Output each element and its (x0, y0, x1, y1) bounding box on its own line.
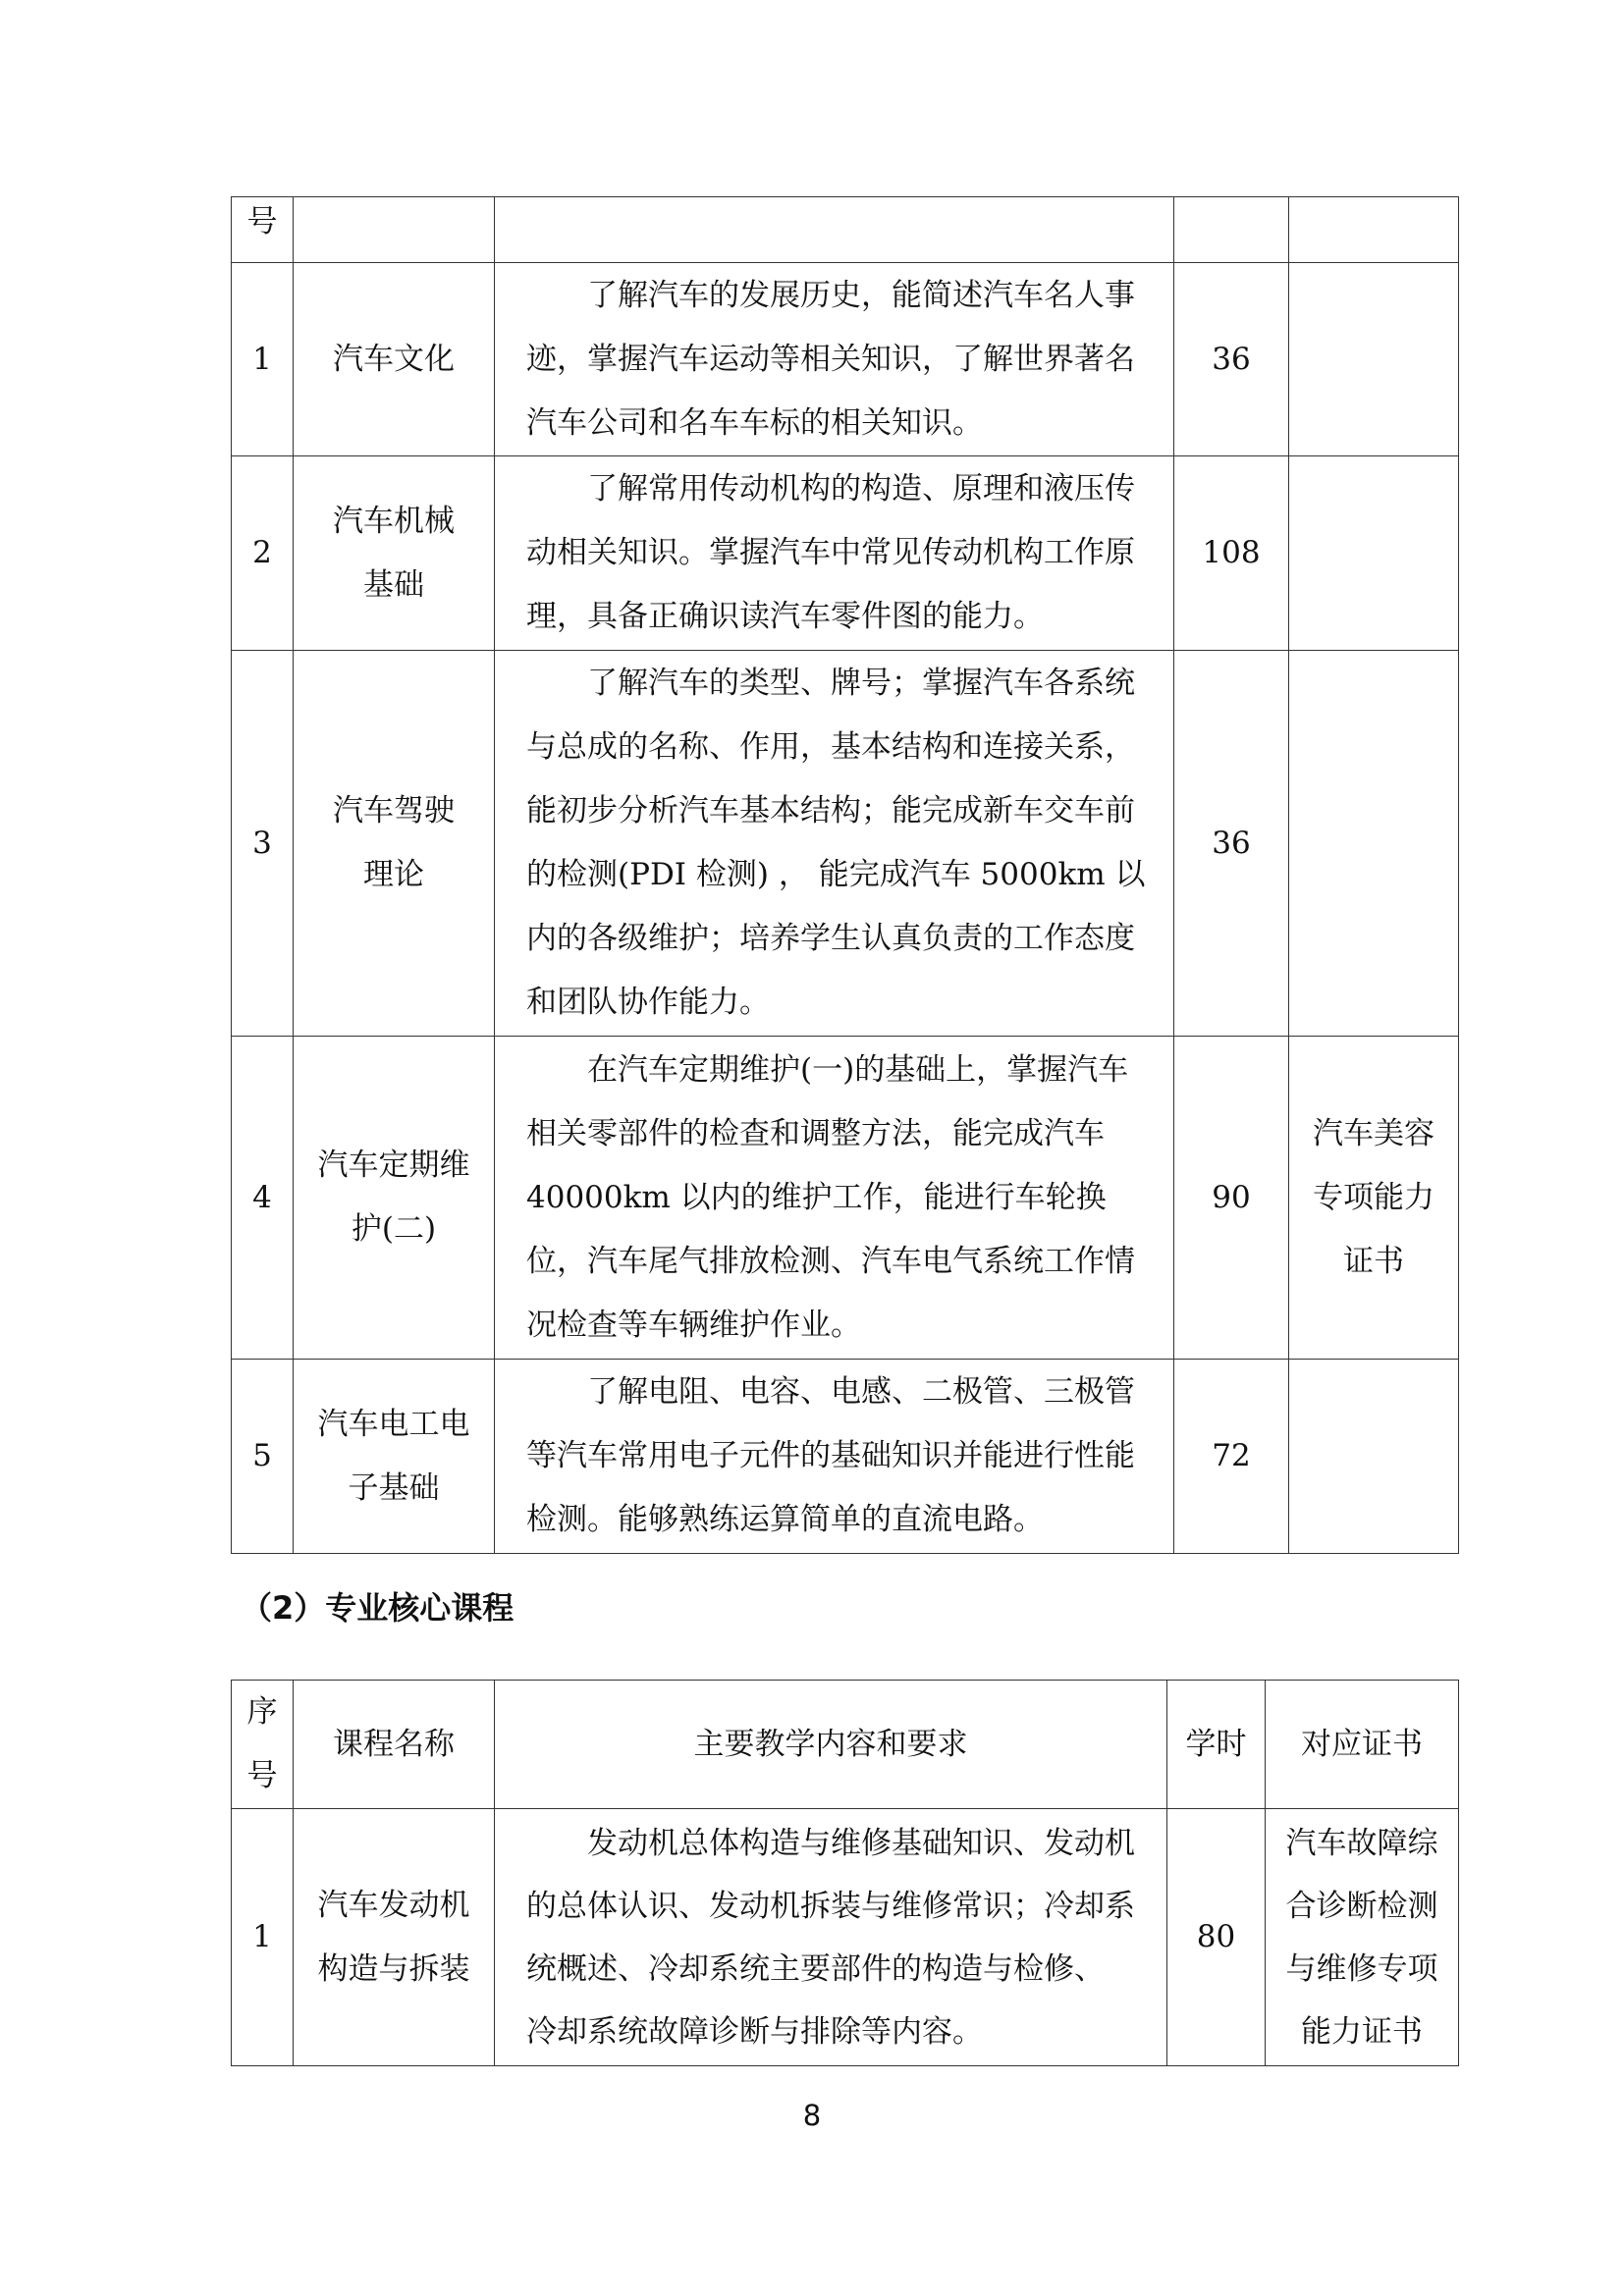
table-row (232, 1360, 1459, 1554)
table-row (232, 456, 1459, 651)
course-hours: 36 (1174, 651, 1289, 1037)
header-cell-content: 主要教学内容和要求 (495, 1681, 1167, 1809)
page-number: 8 (802, 2099, 822, 2132)
course-content: 了解汽车的发展历史，能简述汽车名人事迹，掌握汽车运动等相关知识，了解世界著名汽车公司和名车车标的相关知识。 (495, 263, 1174, 456)
course-cert (1289, 263, 1459, 456)
section-heading: （2）专业核心课程 (241, 1589, 514, 1627)
course-content: 了解电阻、电容、电感、二极管、三极管等汽车常用电子元件的基础知识并能进行性能检测。能够熟练运算简单的直流电路。 (495, 1360, 1174, 1554)
course-hours: 108 (1174, 456, 1289, 651)
course-cert: 汽车美容专项能力证书 (1289, 1037, 1459, 1360)
table-header-row-partial (232, 197, 1459, 263)
course-name: 汽车发动机构造与拆装 (294, 1809, 495, 2066)
header-cell-hours: 学时 (1167, 1681, 1266, 1809)
course-name: 汽车文化 (294, 263, 495, 456)
course-name: 汽车机械基础 (294, 456, 495, 651)
course-content: 发动机总体构造与维修基础知识、发动机的总体认识、发动机拆装与维修常识；冷却系统概述、冷却系统主要部件的构造与检修、 冷却系统故障诊断与排除等内容。 (495, 1809, 1167, 2066)
course-table-1 (231, 196, 1459, 1554)
course-table-2 (231, 1680, 1459, 2066)
header-cell-num-partial: 号 (232, 197, 294, 263)
course-content: 了解常用传动机构的构造、原理和液压传动相关知识。掌握汽车中常见传动机构工作原理，具备正确识读汽车零件图的能力。 (495, 456, 1174, 651)
row-number: 2 (232, 456, 294, 651)
header-cell-cert: 对应证书 (1266, 1681, 1459, 1809)
table-row (232, 651, 1459, 1037)
row-number: 4 (232, 1037, 294, 1360)
table-row (232, 1037, 1459, 1360)
course-name: 汽车电工电子基础 (294, 1360, 495, 1554)
course-hours: 90 (1174, 1037, 1289, 1360)
course-cert: 汽车故障综合诊断检测与维修专项能力证书 (1266, 1809, 1459, 2066)
header-cell-num: 序号 (232, 1681, 294, 1809)
row-number: 5 (232, 1360, 294, 1554)
course-cert (1289, 1360, 1459, 1554)
course-cert (1289, 456, 1459, 651)
table-header-row (232, 1681, 1459, 1809)
row-number: 1 (232, 263, 294, 456)
row-number: 1 (232, 1809, 294, 2066)
course-hours: 36 (1174, 263, 1289, 456)
course-hours: 80 (1167, 1809, 1266, 2066)
course-content: 了解汽车的类型、牌号；掌握汽车各系统与总成的名称、作用，基本结构和连接关系，能初步分析汽车基本结构；能完成新车交车前的检测(PDI 检测) ， 能完成汽车 5000km 以内的各级维护；培养学生认真负责的工作态度和团队协作能力。 (495, 651, 1174, 1037)
course-cert (1289, 651, 1459, 1037)
table-row (232, 263, 1459, 456)
row-number: 3 (232, 651, 294, 1037)
table-row (232, 1809, 1459, 2066)
course-content: 在汽车定期维护(一)的基础上，掌握汽车相关零部件的检查和调整方法，能完成汽车 40000km 以内的维护工作，能进行车轮换位，汽车尾气排放检测、汽车电气系统工作情况检查等车辆维护作业。 (495, 1037, 1174, 1360)
course-name: 汽车定期维护(二) (294, 1037, 495, 1360)
header-cell-name: 课程名称 (294, 1681, 495, 1809)
course-name: 汽车驾驶理论 (294, 651, 495, 1037)
course-hours: 72 (1174, 1360, 1289, 1554)
